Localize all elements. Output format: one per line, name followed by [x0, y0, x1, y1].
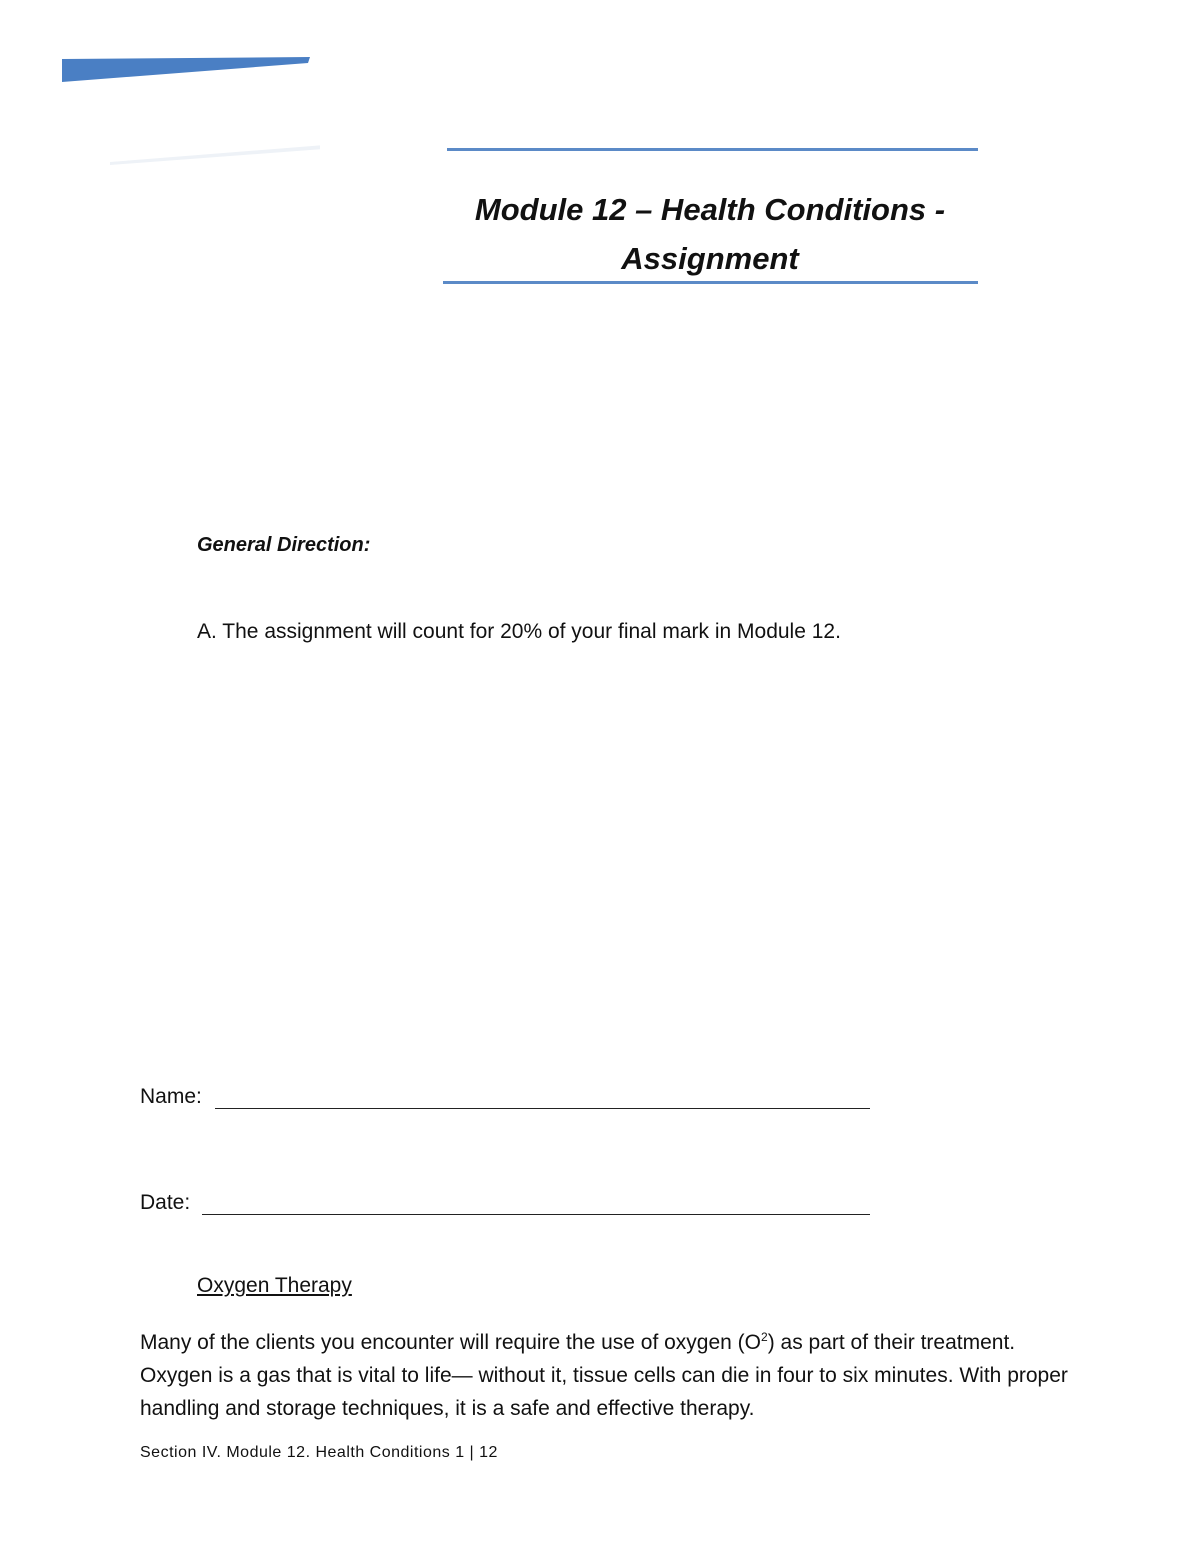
- title-bottom-rule: [443, 281, 978, 284]
- title-top-rule: [447, 148, 978, 151]
- page-title: [440, 185, 980, 283]
- oxygen-subscript: 2: [761, 1330, 768, 1344]
- name-field[interactable]: [215, 1108, 870, 1109]
- section-heading-oxygen-therapy: Oxygen Therapy: [197, 1274, 352, 1297]
- direction-item-a: A. The assignment will count for 20% of your final mark in Module 12.: [197, 620, 841, 643]
- oxygen-therapy-paragraph: [140, 1326, 1080, 1425]
- paragraph-text-end: ) as part of their treatment. Oxygen is a gas that is vital to life— without it, tissue cells can die in four to six minutes. With proper handling and storage techniques, it is a safe and effective therapy.: [140, 1331, 1068, 1420]
- page-title-line-2: Assignment: [621, 241, 799, 276]
- general-direction-heading: General Direction:: [197, 534, 371, 556]
- swoosh-logo-icon: [60, 55, 320, 175]
- page-title-line-1: Module 12 – Health Conditions -: [474, 192, 946, 227]
- paragraph-text-start: Many of the clients you encounter will require the use of oxygen (O: [140, 1331, 761, 1354]
- date-label: Date:: [140, 1191, 191, 1214]
- name-label: Name:: [140, 1085, 202, 1108]
- page-footer: Section IV. Module 12. Health Conditions 1 | 12: [140, 1444, 498, 1461]
- date-field[interactable]: [202, 1214, 870, 1215]
